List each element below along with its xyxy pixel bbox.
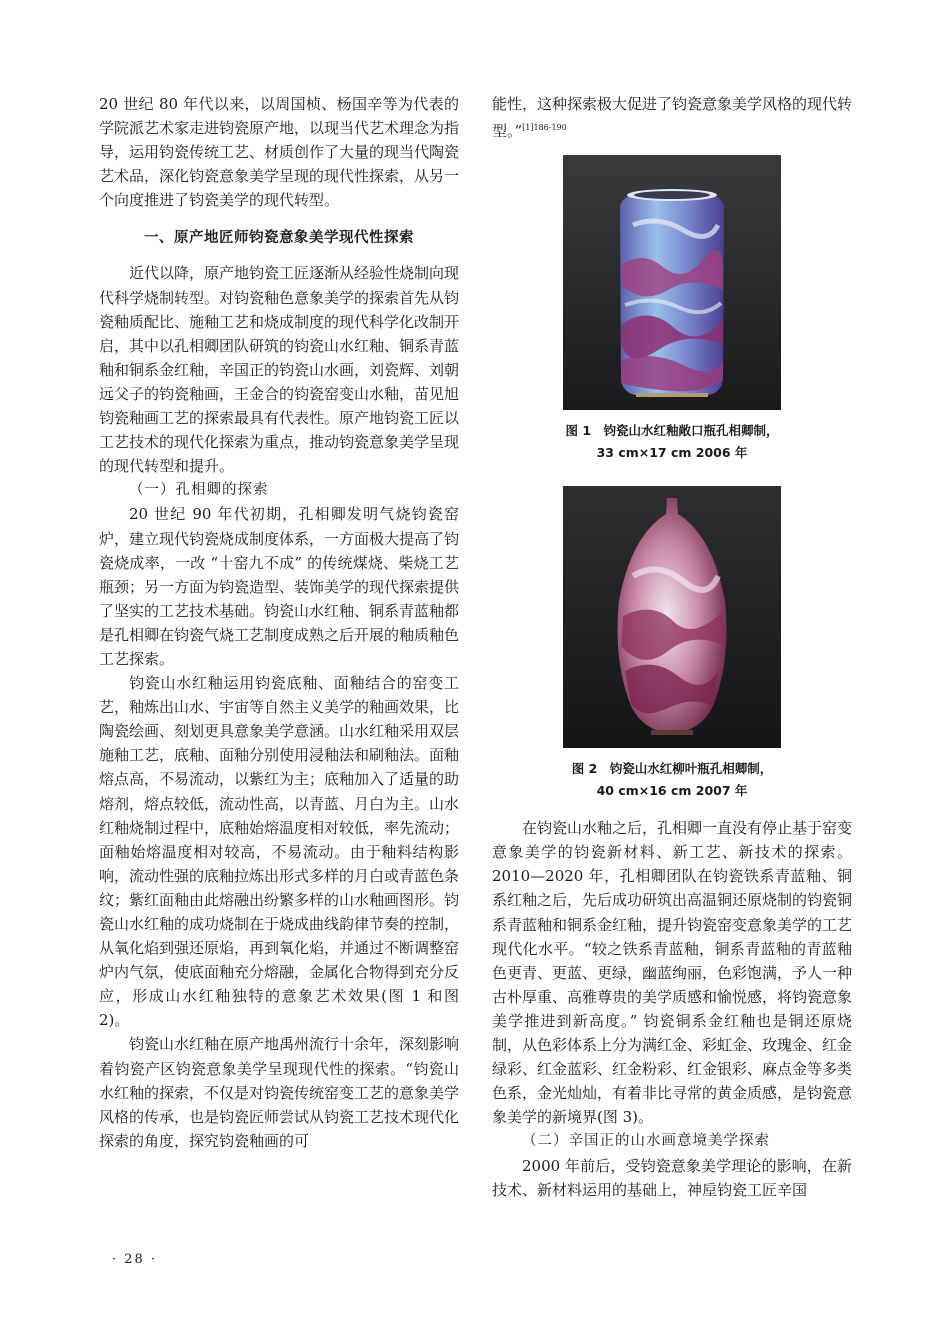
paragraph-kiln: 20 世纪 90 年代初期，孔相卿发明气烧钧瓷窑炉，建立现代钧瓷烧成制度体系，一方面极大提高了钧瓷烧成率，一改 “十窑九不成” 的传统煤烧、柴烧工艺瓶颈；另一方面为钧瓷造型、装饰美学的现代探索提供了坚实的工艺技术基础。钧瓷山水红釉、铜系青蓝釉都是孔相卿在钧瓷气烧工艺制度成熟之后开展的釉质釉色工艺探索。 [99, 505, 460, 668]
figure-2 [492, 486, 852, 802]
paragraph-glaze: 钧瓷山水红釉运用钧瓷底釉、面釉结合的窑变工艺，釉炼出山水、宇宙等自然主义美学的釉画效果，比陶瓷绘画、刻划更具意象美学意涵。山水红釉采用双层施釉工艺，底釉、面釉分别使用浸釉法和刷釉法。面釉熔点高，不易流动，以紫红为主；底釉加入了适量的助熔剂，熔点较低，流动性高，以青蓝、月白为主。山水红釉烧制过程中，底釉始熔温度相对较低，率先流动；面釉始熔温度相对较高，不易流动。由于釉料结构影响，流动性强的底釉拉炼出形式多样的月白或青蓝色条纹；紫红面釉由此熔融出纷繁多样的山水釉画图形。钧瓷山水红釉的成功烧制在于烧成曲线韵律节奏的控制，从氧化焰到强还原焰，再到氧化焰，并通过不断调整窑炉内气氛，使底面釉充分熔融，金属化合物得到充分反应，形成山水红釉独特的意象艺术效果(图 1 和图 2)。 [99, 674, 460, 1030]
vase-image-2 [563, 486, 781, 748]
figure-1-caption-line1: 图 1 钧瓷山水红釉敞口瓶孔相卿制， [565, 423, 779, 439]
paragraph-xin: 2000 年前后，受钧瓷意象美学理论的影响，在新技术、新材料运用的基础上，神垕钧瓷工匠辛国 [492, 1156, 852, 1199]
paragraph-continued [492, 92, 852, 143]
right-column [492, 92, 852, 1202]
figure-2-caption-line1: 图 2 钧瓷山水红柳叶瓶孔相卿制， [571, 761, 773, 777]
figure-2-caption-line2: 40 cm×16 cm 2007 年 [596, 783, 748, 799]
paragraph-intro: 20 世纪 80 年代以来，以周国桢、杨国辛等为代表的学院派艺术家走进钧瓷原产地，以现当代艺术理念为指导，运用钧瓷传统工艺、材质创作了大量的现当代陶瓷艺术品，深化钧瓷意象美学呈现的现代性探索，从另一个向度推进了钧瓷美学的现代转型。 [99, 95, 460, 210]
figure-1 [492, 155, 852, 464]
citation: [1]186-190 [522, 123, 567, 133]
subheading-xin: （二）辛国正的山水画意境美学探索 [522, 1133, 770, 1150]
paragraph-influence: 钧瓷山水红釉在原产地禹州流行十余年，深刻影响着钧瓷产区钧瓷意象美学呈现现代性的探索。“钧瓷山水红釉的探索，不仅是对钧瓷传统窑变工艺的意象美学风格的传承，也是钧瓷匠师尝试从钧瓷工艺技术现代化探索的角度，探究钧瓷釉画的可 [99, 1035, 460, 1150]
subheading-kong: （一）孔相卿的探索 [129, 482, 269, 499]
figure-2-caption [492, 758, 852, 802]
section-heading: 一、原产地匠师钧瓷意象美学现代性探索 [144, 230, 414, 247]
figure-1-caption-line2: 33 cm×17 cm 2006 年 [596, 445, 748, 461]
figure-1-caption [492, 420, 852, 464]
vase-image-1 [563, 155, 781, 410]
paragraph-section-intro: 近代以降，原产地钧瓷工匠逐渐从经验性烧制向现代科学烧制转型。对钧瓷釉色意象美学的探索首先从钧瓷釉质配比、施釉工艺和烧成制度的现代科学化改制开启，其中以孔相卿团队研筑的钧瓷山水红釉、铜系青蓝釉和铜系金红釉，辛国正的钧瓷山水画，刘瓷辉、刘朝远父子的钧瓷釉画，王金合的钧瓷窑变山水釉，苗见旭钧瓷釉画工艺的探索最具有代表性。原产地钧瓷工匠以工艺技术的现代化探索为重点，推动钧瓷意象美学呈现的现代转型和提升。 [99, 264, 460, 476]
left-column [99, 92, 459, 1153]
continued-text: 能性，这种探索极大促进了钧瓷意象美学风格的现代转型。” [492, 95, 853, 141]
paragraph-copper-glaze: 在钧瓷山水釉之后，孔相卿一直没有停止基于窑变意象美学的钧瓷新材料、新工艺、新技术的探索。2010—2020 年，孔相卿团队在钧瓷铁系青蓝釉、铜系红釉之后，先后成功研筑出高温铜还原烧制的钧瓷铜系青蓝釉和铜系金红釉，提升钧瓷窑变意象美学的工艺现代化水平。“较之铁系青蓝釉，铜系青蓝釉的青蓝釉色更青、更蓝、更绿，幽蓝绚丽，色彩饱满，予人一种古朴厚重、高雅尊贵的美学质感和愉悦感，将钧瓷意象美学推进到新高度。” 钧瓷铜系金红釉也是铜还原烧制，从色彩体系上分为满红金、彩虹金、玫瑰金、红金绿彩、红金蓝彩、红金粉彩、红金银彩、麻点金等多类色系，金光灿灿，有着非比寻常的黄金质感，是钧瓷意象美学的新境界(图 3)。 [492, 819, 853, 1127]
page-number: · 28 · [112, 1252, 158, 1267]
